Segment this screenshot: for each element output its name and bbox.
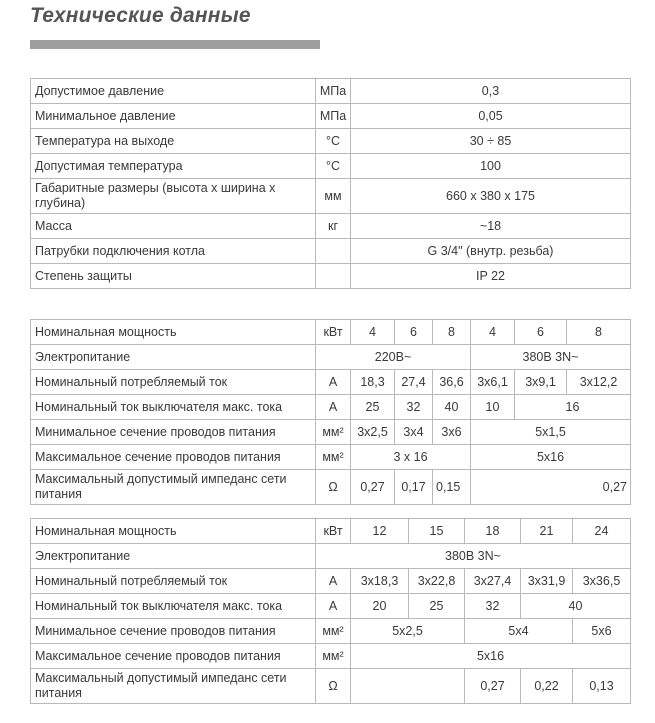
unit-label: мм²	[316, 420, 351, 445]
unit-label: А	[316, 395, 351, 420]
value-cell: 8	[433, 320, 471, 345]
unit-label: мм²	[316, 644, 351, 669]
param-label: Минимальное сечение проводов питания	[31, 619, 316, 644]
table-row	[31, 395, 631, 420]
value-cell: 27,4	[395, 370, 433, 395]
unit-label: мм²	[316, 619, 351, 644]
value-cell: G 3/4" (внутр. резьба)	[351, 239, 631, 264]
value-cell: 12	[351, 519, 409, 544]
param-label: Патрубки подключения котла	[31, 239, 316, 264]
unit-label	[316, 264, 351, 289]
value-cell: 0,05	[351, 104, 631, 129]
param-label: Электропитание	[31, 345, 316, 370]
value-cell: 3х22,8	[409, 569, 465, 594]
table-row	[31, 445, 631, 470]
value-cell: 8	[567, 320, 631, 345]
param-label: Максимальное сечение проводов питания	[31, 445, 316, 470]
table-row	[31, 669, 631, 704]
value-cell: 4	[471, 320, 515, 345]
table-row	[31, 519, 631, 544]
value-cell: 3х18,3	[351, 569, 409, 594]
value-cell: IP 22	[351, 264, 631, 289]
table-row	[31, 129, 631, 154]
value-cell: 18	[465, 519, 521, 544]
value-cell: 0,27	[465, 669, 521, 704]
value-cell: 0,3	[351, 79, 631, 104]
value-cell: 5х16	[471, 445, 631, 470]
value-cell: 3х6,1	[471, 370, 515, 395]
unit-label: А	[316, 569, 351, 594]
param-label: Номинальная мощность	[31, 519, 316, 544]
value-cell: 5х16	[351, 644, 631, 669]
param-label: Электропитание	[31, 544, 316, 569]
param-label: Номинальный потребляемый ток	[31, 569, 316, 594]
table-row	[31, 79, 631, 104]
param-label: Номинальный ток выключателя макс. тока	[31, 395, 316, 420]
table-row	[31, 154, 631, 179]
value-cell: 0,17	[395, 470, 433, 505]
value-cell: 40	[521, 594, 631, 619]
unit-label: °C	[316, 129, 351, 154]
unit-label: МПа	[316, 104, 351, 129]
value-cell: 32	[465, 594, 521, 619]
unit-label: кВт	[316, 519, 351, 544]
value-cell: 0,15	[433, 470, 471, 505]
value-cell: 5х1,5	[471, 420, 631, 445]
value-cell: 380В 3N~	[316, 544, 631, 569]
value-cell: 6	[395, 320, 433, 345]
param-label: Допустимое давление	[31, 79, 316, 104]
value-cell: 20	[351, 594, 409, 619]
table-row	[31, 370, 631, 395]
table-row	[31, 320, 631, 345]
value-cell: 36,6	[433, 370, 471, 395]
general-specs-table	[30, 78, 631, 289]
value-cell: ~18	[351, 214, 631, 239]
unit-label: Ω	[316, 470, 351, 505]
table-row	[31, 594, 631, 619]
param-label: Максимальный допустимый импеданс сети питания	[31, 669, 316, 704]
value-cell: 3 х 16	[351, 445, 471, 470]
table-row	[31, 239, 631, 264]
param-label: Минимальное сечение проводов питания	[31, 420, 316, 445]
unit-label: кВт	[316, 320, 351, 345]
value-cell: 3х4	[395, 420, 433, 445]
value-cell: 100	[351, 154, 631, 179]
param-label: Максимальное сечение проводов питания	[31, 644, 316, 669]
value-cell: 3х36,5	[573, 569, 631, 594]
value-cell: 660 х 380 х 175	[351, 179, 631, 214]
value-cell: 25	[351, 395, 395, 420]
value-cell: 0,27	[351, 470, 395, 505]
value-cell: 6	[515, 320, 567, 345]
value-cell: 24	[573, 519, 631, 544]
value-cell: 220В~	[316, 345, 471, 370]
value-cell: 3х6	[433, 420, 471, 445]
unit-label: А	[316, 594, 351, 619]
unit-label: °C	[316, 154, 351, 179]
table-row	[31, 104, 631, 129]
unit-label: А	[316, 370, 351, 395]
value-cell: 32	[395, 395, 433, 420]
value-cell: 3х9,1	[515, 370, 567, 395]
table-row	[31, 544, 631, 569]
value-cell: 25	[409, 594, 465, 619]
param-label: Номинальная мощность	[31, 320, 316, 345]
electrical-specs-table-small-models	[30, 319, 631, 505]
table-row	[31, 569, 631, 594]
value-cell: 3х2,5	[351, 420, 395, 445]
table-row	[31, 470, 631, 505]
param-label: Температура на выходе	[31, 129, 316, 154]
value-cell: 0,13	[573, 669, 631, 704]
value-cell: 0,22	[521, 669, 573, 704]
param-label: Масса	[31, 214, 316, 239]
value-cell: 16	[515, 395, 631, 420]
table-row	[31, 420, 631, 445]
value-cell: 4	[351, 320, 395, 345]
unit-label: мм²	[316, 445, 351, 470]
table-row	[31, 264, 631, 289]
value-cell: 380В 3N~	[471, 345, 631, 370]
title-underline-bar	[30, 40, 320, 49]
table-row	[31, 179, 631, 214]
value-cell: 3х27,4	[465, 569, 521, 594]
table-row	[31, 214, 631, 239]
value-cell: 0,27	[471, 470, 631, 505]
page-title: Технические данные	[30, 4, 251, 27]
value-cell: 15	[409, 519, 465, 544]
electrical-specs-table-large-models	[30, 518, 631, 704]
unit-label: Ω	[316, 669, 351, 704]
value-cell: 3х31,9	[521, 569, 573, 594]
unit-label: мм	[316, 179, 351, 214]
table-row	[31, 345, 631, 370]
param-label: Допустимая температура	[31, 154, 316, 179]
param-label: Степень защиты	[31, 264, 316, 289]
value-cell	[351, 669, 465, 704]
unit-label	[316, 239, 351, 264]
value-cell: 40	[433, 395, 471, 420]
table-row	[31, 619, 631, 644]
value-cell: 5х6	[573, 619, 631, 644]
value-cell: 30 ÷ 85	[351, 129, 631, 154]
value-cell: 5х4	[465, 619, 573, 644]
value-cell: 18,3	[351, 370, 395, 395]
value-cell: 10	[471, 395, 515, 420]
param-label: Габаритные размеры (высота х ширина х глубина)	[31, 179, 316, 214]
param-label: Номинальный потребляемый ток	[31, 370, 316, 395]
param-label: Минимальное давление	[31, 104, 316, 129]
table-row	[31, 644, 631, 669]
param-label: Максимальный допустимый импеданс сети питания	[31, 470, 316, 505]
value-cell: 5х2,5	[351, 619, 465, 644]
value-cell: 3х12,2	[567, 370, 631, 395]
param-label: Номинальный ток выключателя макс. тока	[31, 594, 316, 619]
unit-label: кг	[316, 214, 351, 239]
value-cell: 21	[521, 519, 573, 544]
unit-label: МПа	[316, 79, 351, 104]
